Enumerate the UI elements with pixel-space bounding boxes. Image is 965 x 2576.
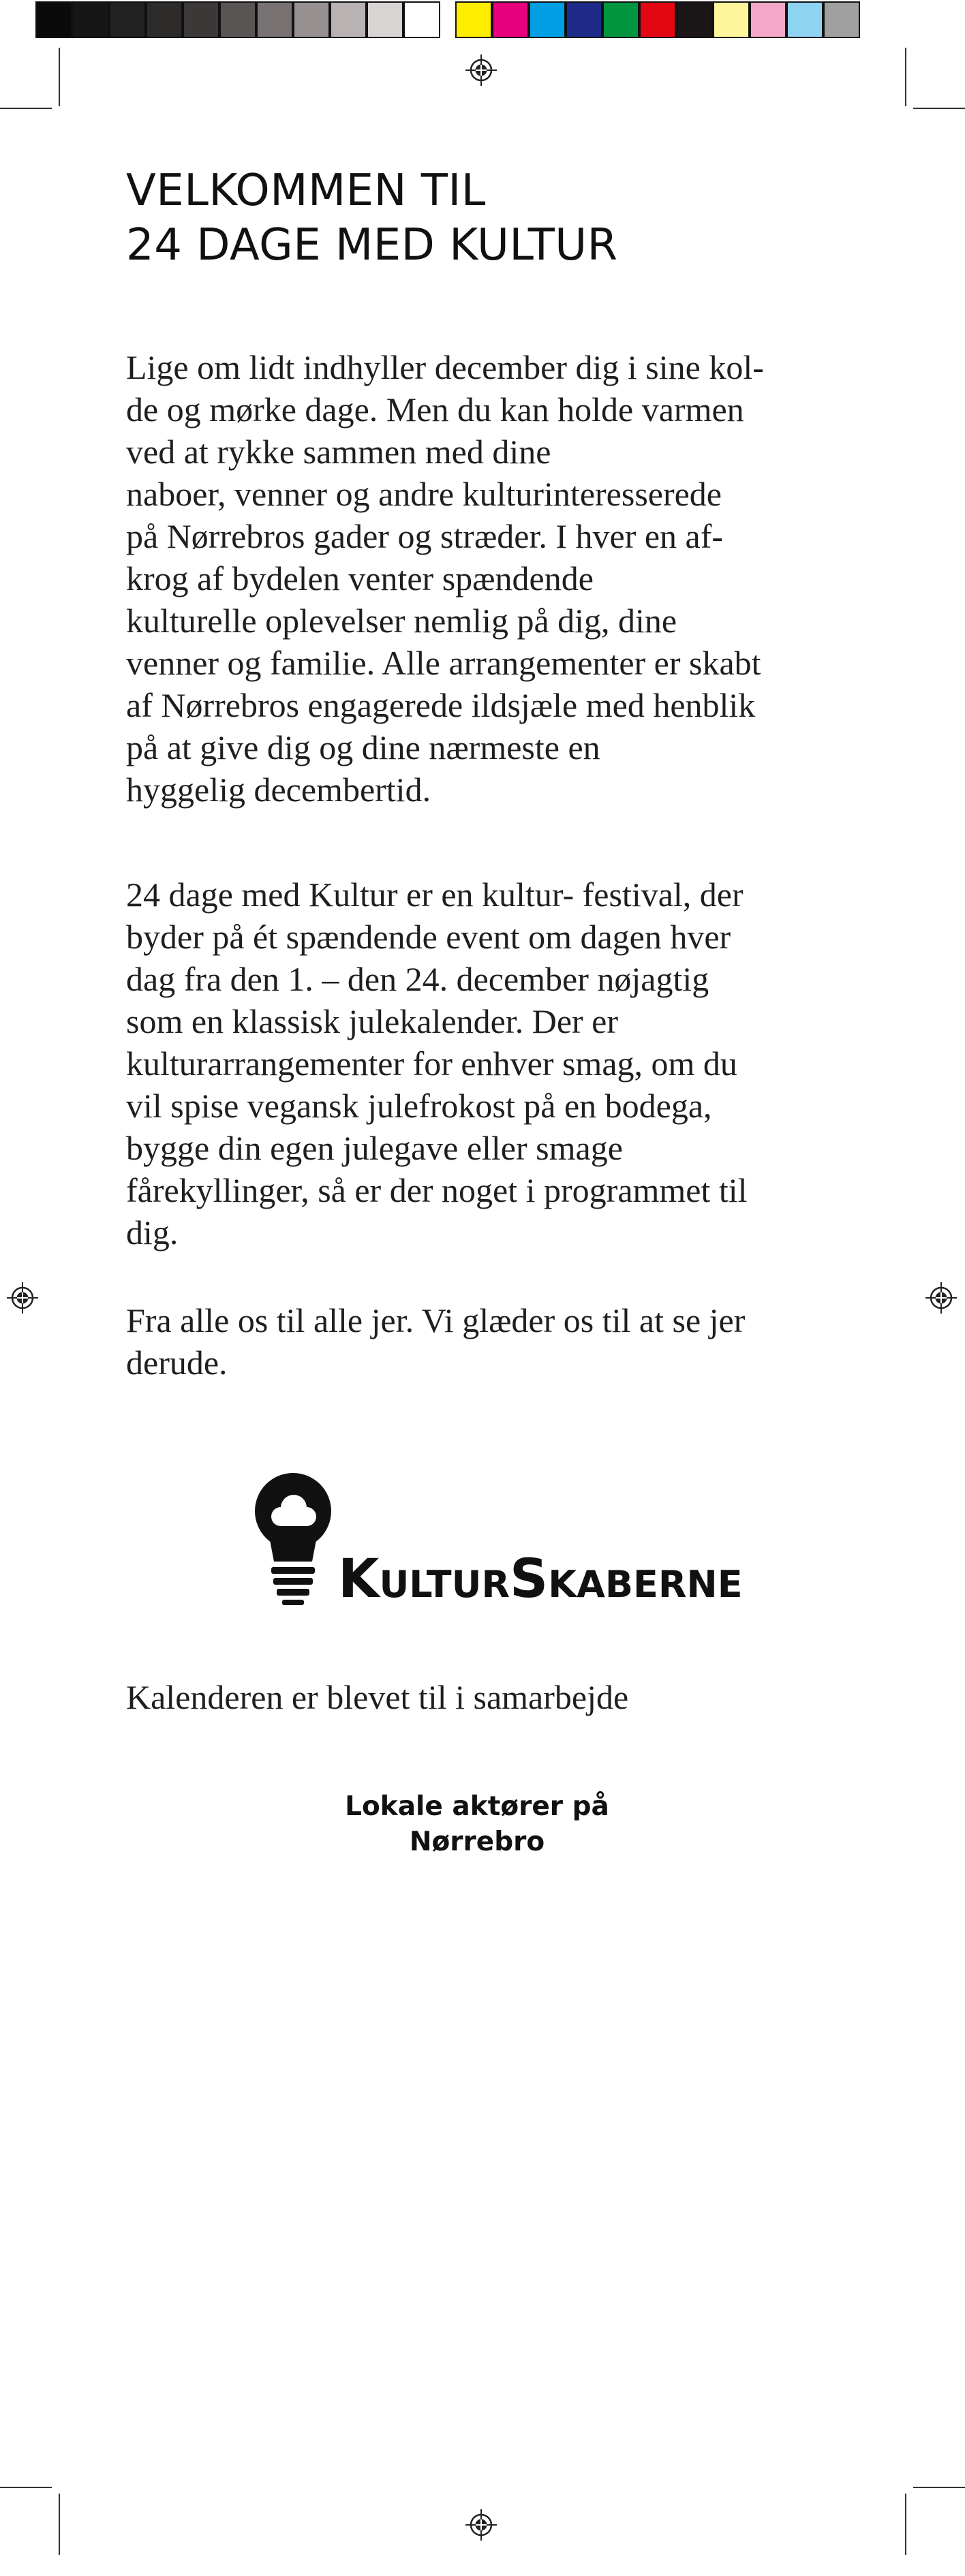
color-swatch: [639, 1, 676, 38]
crop-mark-top-right-h: [913, 108, 965, 109]
text-line: dig.: [126, 1213, 179, 1252]
text-line: krog af bydelen venter spændende: [126, 559, 594, 598]
registration-mark-top-icon: [465, 55, 497, 86]
title-line-1: VELKOMMEN TIL: [126, 166, 486, 216]
greeting-paragraph: [126, 1299, 842, 1384]
color-swatch: [367, 1, 403, 38]
text-line: bygge din egen julegave eller smage: [126, 1129, 623, 1167]
festival-paragraph: [126, 873, 842, 1254]
text-line: derude.: [126, 1344, 228, 1382]
text-line: de og mørke dage. Men du kan holde varmen: [126, 390, 744, 429]
crop-mark-top-left-h: [0, 108, 52, 109]
partners-line-1: Lokale aktører på: [345, 1791, 609, 1822]
text-line: venner og familie. Alle arrangementer er skabt: [126, 644, 761, 682]
text-line: fårekyllinger, så er der noget i programmet til: [126, 1171, 748, 1209]
text-line: kulturelle oplevelser nemlig på dig, dine: [126, 602, 677, 640]
page-title: [126, 164, 618, 273]
color-swatch: [786, 1, 823, 38]
registration-mark-left-icon: [7, 1282, 38, 1314]
crop-mark-bottom-left-h: [0, 2487, 52, 2488]
color-swatch: [72, 1, 109, 38]
crop-mark-top-right-v: [905, 48, 906, 106]
intro-paragraph: [126, 346, 842, 811]
text-line: ved at rykke sammen med dine: [126, 433, 551, 471]
text-line: Lige om lidt indhyller december dig i sine kol-: [126, 348, 764, 386]
color-swatches: [455, 1, 860, 41]
crop-mark-bottom-right-h: [913, 2487, 965, 2488]
text-line: kulturarrangementer for enhver smag, om du: [126, 1044, 737, 1083]
collaboration-text: Kalenderen er blevet til i samarbejde: [126, 1678, 629, 1716]
color-swatch: [146, 1, 183, 38]
color-swatch: [823, 1, 860, 38]
partners-line-2: Nørrebro: [409, 1827, 545, 1857]
text-line: på at give dig og dine nærmeste en: [126, 728, 600, 766]
color-swatch: [256, 1, 293, 38]
color-swatch: [713, 1, 750, 38]
partners-label: [273, 1789, 681, 1860]
color-swatch: [676, 1, 713, 38]
color-swatch: [492, 1, 529, 38]
color-swatch: [35, 1, 72, 38]
text-line: Fra alle os til alle jer. Vi glæder os til at se jer: [126, 1301, 746, 1339]
color-swatch: [403, 1, 440, 38]
registration-mark-bottom-icon: [465, 2509, 497, 2541]
color-swatch: [455, 1, 492, 38]
color-calibration-bar: [35, 1, 860, 41]
text-line: af Nørrebros engagerede ildsjæle med henblik: [126, 686, 756, 724]
crop-mark-bottom-right-v: [905, 2494, 906, 2555]
color-swatch: [529, 1, 566, 38]
text-line: som en klassisk julekalender. Der er: [126, 1002, 619, 1040]
color-swatch: [330, 1, 367, 38]
text-line: hyggelig decembertid.: [126, 771, 431, 809]
registration-mark-right-icon: [925, 1282, 957, 1314]
kulturskaberne-logo: [251, 1465, 743, 1610]
color-swatch: [109, 1, 146, 38]
color-swatch: [750, 1, 786, 38]
text-line: 24 dage med Kultur er en kultur- festival, der: [126, 875, 744, 914]
lightbulb-cloud-icon: [255, 1473, 331, 1605]
grayscale-swatches: [35, 1, 440, 41]
color-swatch: [602, 1, 639, 38]
text-line: dag fra den 1. – den 24. december nøjagtig: [126, 960, 709, 998]
logo-wordmark: KULTURSKABERNE: [338, 1549, 743, 1610]
text-line: vil spise vegansk julefrokost på en bodega,: [126, 1087, 712, 1125]
crop-mark-bottom-left-v: [59, 2494, 60, 2555]
color-swatch: [219, 1, 256, 38]
crop-mark-top-left-v: [59, 48, 60, 106]
text-line: naboer, venner og andre kulturinteresserede: [126, 475, 722, 513]
title-line-2: 24 DAGE MED KULTUR: [126, 220, 618, 270]
color-swatch: [183, 1, 219, 38]
color-swatch: [566, 1, 602, 38]
color-swatch: [293, 1, 330, 38]
text-line: på Nørrebros gader og stræder. I hver en af-: [126, 517, 724, 555]
text-line: byder på ét spændende event om dagen hver: [126, 918, 731, 956]
